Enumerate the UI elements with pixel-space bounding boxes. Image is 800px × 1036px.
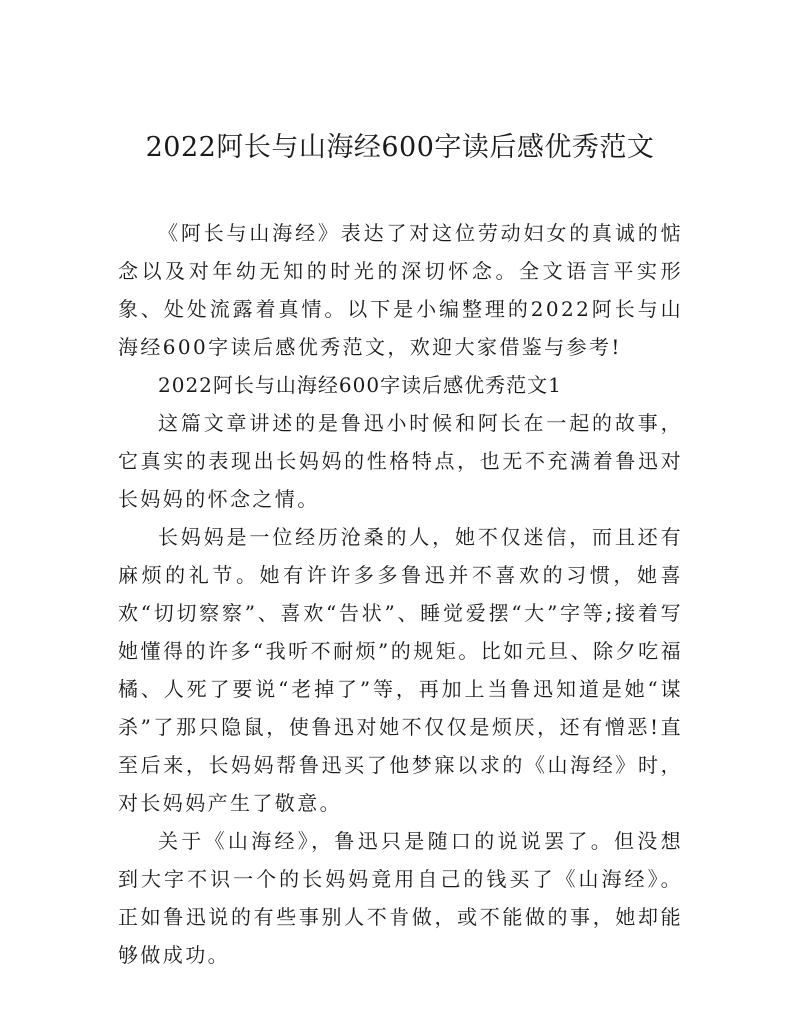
document-title: 2022阿长与山海经600字读后感优秀范文 xyxy=(145,132,655,163)
body-paragraph: 这篇文章讲述的是鲁迅小时候和阿长在一起的故事，它真实的表现出长妈妈的性格特点，也无不充满着鲁迅对长妈妈的怀念之情。 xyxy=(118,411,683,511)
body-paragraph: 长妈妈是一位经历沧桑的人，她不仅迷信，而且还有麻烦的礼节。她有许许多多鲁迅并不喜欢的习惯，她喜欢“切切察察”、喜欢“告状”、睡觉爱摆“大”字等;接着写她懂得的许多“我听不耐烦”的规矩。比如元旦、除夕吃福橘、人死了要说“老掉了”等，再加上当鲁迅知道是她“谋杀”了那只隐鼠，使鲁迅对她不仅仅是烦厌，还有憎恶!直至后来，长妈妈帮鲁迅买了他梦寐以求的《山海经》时，对长妈妈产生了敬意。 xyxy=(118,525,683,815)
section-heading: 2022阿长与山海经600字读后感优秀范文1 xyxy=(158,373,562,397)
document-body xyxy=(118,214,683,974)
body-paragraph: 关于《山海经》，鲁迅只是随口的说说罢了。但没想到大字不识一个的长妈妈竟用自己的钱买了《山海经》。正如鲁迅说的有些事别人不肯做，或不能做的事，她却能够做成功。 xyxy=(118,829,683,967)
intro-paragraph: 《阿长与山海经》表达了对这位劳动妇女的真诚的惦念以及对年幼无知的时光的深切怀念。全文语言平实形象、处处流露着真情。以下是小编整理的2022阿长与山海经600字读后感优秀范文，欢迎大家借鉴与参考! xyxy=(118,221,683,359)
